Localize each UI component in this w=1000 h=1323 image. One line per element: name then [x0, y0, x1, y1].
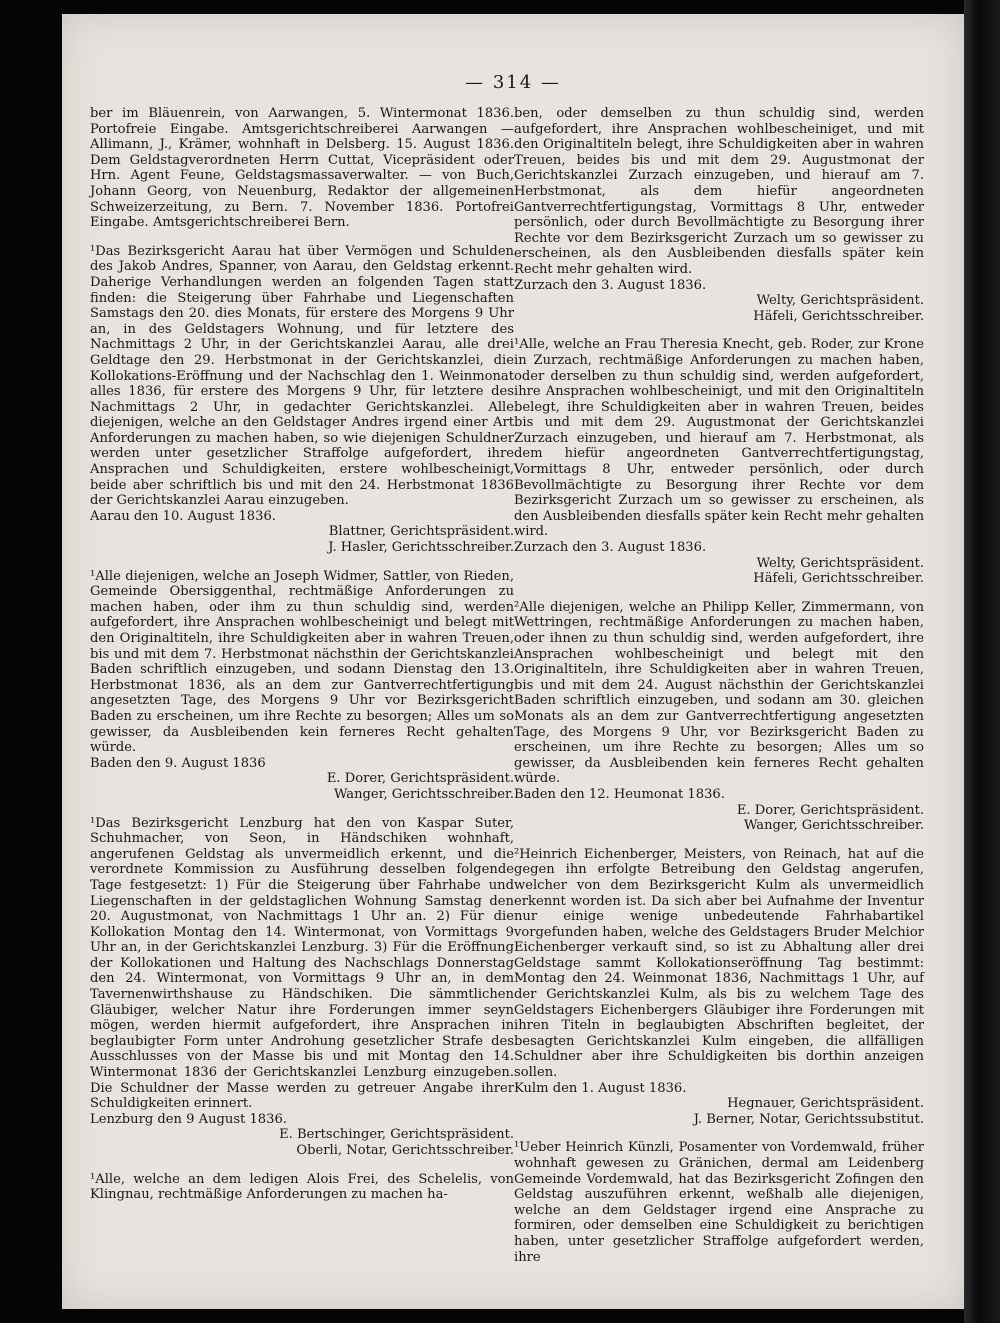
notice-signature: E. Dorer, Gerichtspräsident. — [326, 771, 514, 787]
notice-dateline: Baden den 12. Heumonat 1836. — [514, 786, 725, 802]
page-number: — 314 — — [465, 72, 561, 93]
notice-signature: Wanger, Gerichtsschreiber. — [743, 818, 924, 834]
notice-dateline: Kulm den 1. August 1836. — [514, 1080, 687, 1096]
notice-entry — [514, 337, 924, 587]
left-column — [90, 106, 514, 1216]
notice-text: ¹Alle diejenigen, welche an Joseph Widmer, Sattler, von Rieden, Gemeinde Obersiggenthal, rechtmäßige Anforderungen zu machen haben, oder ihm zu thun schuldig sind, werden aufgefordert, ihre Ansprachen wohlbescheinigt und belegt mit den Originaltiteln, ihre Schuldigkeiten aber in wahren Treuen, bis und mit dem 7. Herbstmonat nächsthin der Gerichtskanzlei Baden schriftlich einzugeben, und sodann Dienstag den 13. Herbstmonat 1836, als an dem zur Gantverrechtfertigung angesetzten Tage, des Morgens 9 Uhr vor Bezirksgericht Baden zu erscheinen, um ihre Rechte zu besorgen; Alles um so gewisser, da Ausbleibenden kein ferneres Recht gehalten würde. — [90, 568, 514, 756]
notice-signature: E. Bertschinger, Gerichtspräsident. — [279, 1127, 514, 1143]
notice-text: ¹Das Bezirksgericht Lenzburg hat den von Kaspar Suter, Schuhmacher, von Seon, in Händschiken wohnhaft, angerufenen Geldstag als unvermeidlich erkennt, und die verordnete Kommission zu Ausführung desselben folgende Tage festgesetzt: 1) Für die Steigerung über Fahrhabe und Liegenschaften in der geldstaglichen Wohnung Samstag den 20. Augustmonat, von Nachmittags 1 Uhr an. 2) Für die Kollokation Montag den 14. Wintermonat, von Vormittags 9 Uhr an, in der Gerichtskanzlei Lenzburg. 3) Für die Eröffnung der Kollokationen und Haltung des Nachschlags Donnerstag den 24. Wintermonat, von Vormittags 9 Uhr an, in dem Tavernenwirthshause zu Händschiken. Die sämmtlichen Gläubiger, welcher Natur ihre Forderungen immer seyn mögen, werden hiermit aufgefordert, ihre Ansprachen in beglaubigter Form unter Androhung gesetzlicher Strafe des Ausschlusses von der Masse bis und mit Montag den 14. Wintermonat 1836 der Gerichtskanzlei Lenzburg einzugeben. Die Schuldner der Masse werden zu getreuer Angabe ihrer Schuldigkeiten erinnert. — [90, 815, 514, 1112]
notice-dateline: Baden den 9. August 1836 — [90, 755, 266, 771]
notice-signature: E. Dorer, Gerichtspräsident. — [736, 802, 924, 818]
notice-entry — [514, 1140, 924, 1265]
notice-signature: Oberli, Notar, Gerichtsschreiber. — [296, 1143, 514, 1158]
scan-edge — [964, 0, 1000, 1323]
notice-dateline: Aarau den 10. August 1836. — [90, 508, 276, 524]
notice-signature: J. Hasler, Gerichtsschreiber. — [328, 540, 514, 556]
notice-signature: Welty, Gerichtspräsident. — [756, 555, 924, 571]
notice-signature: Wanger, Gerichtsschreiber. — [333, 786, 514, 802]
notice-signature: Häfeli, Gerichtsschreiber. — [753, 571, 924, 587]
notice-entry — [514, 106, 924, 324]
notice-signature: Blattner, Gerichtspräsident. — [328, 524, 514, 540]
notice-signature: Welty, Gerichtspräsident. — [756, 293, 924, 309]
notice-dateline: Zurzach den 3. August 1836. — [514, 540, 707, 556]
notice-text: ber im Bläuenrein, von Aarwangen, 5. Wintermonat 1836. Portofreie Eingabe. Amtsgerichtschreiberei Aarwangen — Allimann, J., Krämer, wohnhaft in Delsberg. 15. August 1836. Dem Geldstagverordneten Herrn Cuttat, Vicepräsident oder Hrn. Agent Feune, Geldstagsmassaverwalter. — von Buch, Johann Georg, von Neuenburg, Redaktor der allgemeinen Schweizerzeitung, zu Bern. 7. November 1836. Portofrei Eingabe. Amtsgerichtschreiberei Bern. — [90, 106, 514, 231]
notice-text: ²Heinrich Eichenberger, Meisters, von Reinach, hat auf die gegen ihn erfolgte Betreibung den Geldstag angerufen, welcher von dem Bezirksgericht Kulm als unvermeidlich erkennt worden ist. Da sich aber bei Aufnahme der Inventur nur einige wenige unbedeutende Fahrhabartikel vorgefunden haben, welche des Geldstagers Bruder Melchior Eichenberger verkauft sind, so ist zu Abhaltung aller drei Geldstage sammt Kollokationseröffnung Tag bestimmt: Montag den 24. Weinmonat 1836, Nachmittags 1 Uhr, auf der Gerichtskanzlei Kulm, als bis zu welchem Tage des Geldstagers Eichenbergers Gläubiger ihre Forderungen mit ihren Titeln in beglaubigten Abschriften begleitet, der besagten Gerichtskanzlei Kulm eingeben, die allfälligen Schuldner aber ihre Schuldigkeiten bis dorthin anzeigen sollen. — [514, 846, 924, 1081]
right-column — [514, 106, 924, 1278]
notice-text: ¹Ueber Heinrich Künzli, Posamenter von Vordemwald, früher wohnhaft gewesen zu Gränichen, dermal am Leidenberg Gemeinde Vordemwald, hat das Bezirksgericht Zofingen den Geldstag auszuführen erkennt, weßhalb alle diejenigen, welche an dem Geldstager irgend eine Ansprache zu formiren, oder demselben eine Schuldigkeit zu berichtigen haben, unter gesetzlicher Straffolge aufgefordert werden, ihre — [514, 1140, 924, 1265]
notice-signature: Hegnauer, Gerichtspräsident. — [727, 1096, 924, 1112]
notice-signature: J. Berner, Notar, Gerichtssubstitut. — [693, 1111, 924, 1127]
notice-entry — [90, 569, 514, 803]
notice-entry — [514, 847, 924, 1128]
notice-entry — [90, 816, 514, 1159]
notice-dateline: Zurzach den 3. August 1836. — [514, 277, 707, 293]
notice-text: ben, oder demselben zu thun schuldig sind, werden aufgefordert, ihre Ansprachen wohlbescheiniget, und mit den Originaltiteln belegt, ihre Schuldigkeiten aber in wahren Treuen, beides bis und mit dem 29. Augustmonat der Gerichtskanzlei Zurzach einzugeben, und hierauf am 7. Herbstmonat, als dem hiefür angeordneten Gantverrechtfertigungstag, Vormittags 8 Uhr, entweder persönlich, oder durch Bevollmächtigte zu Besorgung ihrer Rechte vor dem Bezirksgericht Zurzach um so gewisser zu erscheinen, als den Ausbleibenden diesfalls später kein Recht mehr gehalten wird. — [514, 106, 924, 277]
notice-entry — [90, 1172, 514, 1203]
notice-entry — [90, 106, 514, 231]
notice-entry — [90, 244, 514, 556]
notice-text: ²Alle diejenigen, welche an Philipp Keller, Zimmermann, von Wettringen, rechtmäßige Anforderungen zu machen haben, oder ihnen zu thun schuldig sind, werden aufgefordert, ihre Ansprachen wohlbescheinigt und belegt mit den Originaltiteln, ihre Schuldigkeiten aber in wahren Treuen, bis und mit dem 24. August nächsthin der Gerichtskanzlei Baden schriftlich einzugeben, und sodann am 30. gleichen Monats als an dem zur Gantverrechtfertigung angesetzten Tage, des Morgens 9 Uhr, vor Bezirksgericht Baden zu erscheinen, um ihre Rechte zu besorgen; Alles um so gewisser, da Ausbleibenden kein ferneres Recht gehalten würde. — [514, 599, 924, 787]
newspaper-page — [62, 14, 964, 1309]
notice-text: ¹Das Bezirksgericht Aarau hat über Vermögen und Schulden des Jakob Andres, Spanner, von Aarau, den Geldstag erkennt. Daherige Verhandlungen werden an folgenden Tagen statt finden: die Steigerung über Fahrhabe und Liegenschaften Samstags den 20. dies Monats, für erstere des Morgens 9 Uhr an, in des Geldstagers Wohnung, und für letztere des Nachmittags 2 Uhr, in der Gerichtskanzlei Aarau, alle drei Geldtage den 29. Herbstmonat in der Gerichtskanzlei, die Kollokations-Eröffnung und der Nachschlag den 1. Weinmonat alles 1836, für erstere des Morgens 9 Uhr, für letztere des Nachmittags 2 Uhr, in gedachter Gerichtskanzlei. Alle diejenigen, welche an den Geldstager Andres irgend einer Art Anforderungen zu machen haben, so wie diejenigen Schuldner werden unter gesetzlicher Straffolge aufgefordert, ihre Ansprachen und Schuldigkeiten, erstere wohlbescheinigt, beide aber schriftlich bis und mit den 24. Herbstmonat 1836 der Gerichtskanzlei Aarau einzugeben. — [90, 243, 514, 509]
notice-entry — [514, 600, 924, 834]
notice-dateline: Lenzburg den 9 August 1836. — [90, 1111, 287, 1127]
notice-signature: Häfeli, Gerichtsschreiber. — [753, 308, 924, 324]
notice-text: ¹Alle, welche an Frau Theresia Knecht, geb. Roder, zur Krone in Zurzach, rechtmäßige Anforderungen zu machen haben, oder derselben zu thun schuldig sind, werden aufgefordert, ihre Ansprachen wohlbescheinigt, und mit den Originaltiteln belegt, ihre Schuldigkeiten aber in wahren Treuen, beides bis und mit dem 29. Augustmonat der Gerichtskanzlei Zurzach einzugeben, und hierauf am 7. Herbstmonat, als dem hiefür angeordneten Gantverrechtfertigungstag, Vormittags 8 Uhr, entweder persönlich, oder durch Bevollmächtigte zu Besorgung ihrer Rechte vor dem Bezirksgericht Zurzach um so gewisser zu erscheinen, als den Ausbleibenden diesfalls später kein Recht mehr gehalten wird. — [514, 337, 924, 540]
notice-text: ¹Alle, welche an dem ledigen Alois Frei, des Schelelis, von Klingnau, rechtmäßige Anforderungen zu machen ha- — [90, 1171, 514, 1203]
